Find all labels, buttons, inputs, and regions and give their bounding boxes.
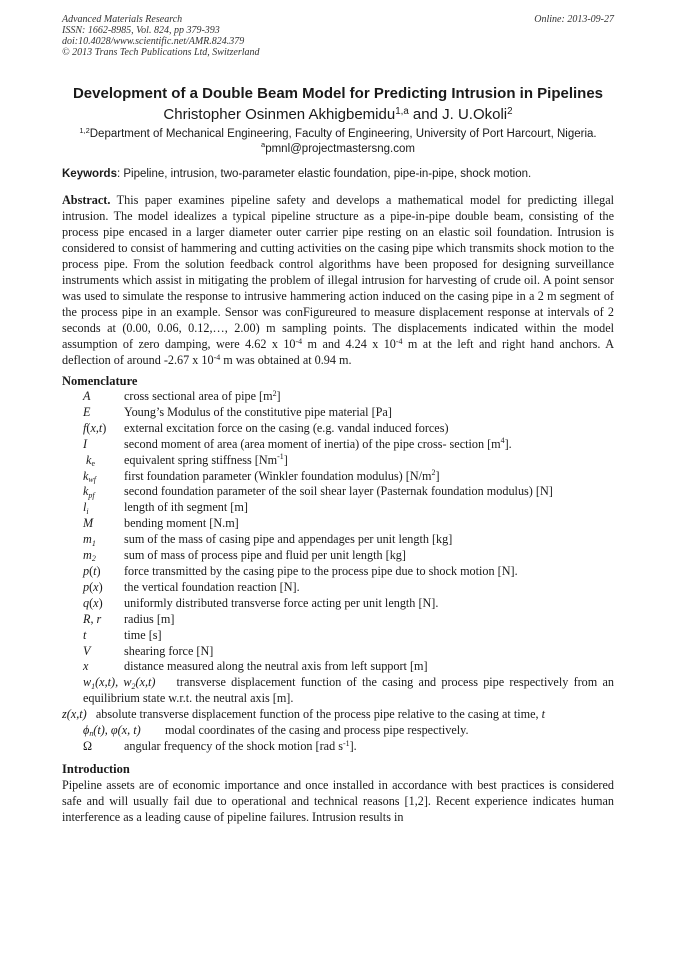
keywords-label: Keywords: [62, 168, 117, 180]
nom-row-M: [62, 516, 614, 532]
nom-symbol: Ω: [83, 738, 93, 753]
nom-def: absolute transverse displacement function of the process pipe relative to the casing at time,: [95, 707, 542, 722]
nom-def: length of ith segment [m]: [124, 500, 248, 515]
nom-def: sum of mass of process pipe and fluid per unit length [kg]: [124, 548, 406, 563]
nom-def: transverse displacement function of the casing and process pipe respectively from an equilibrium state w.r.t. the neutral axis [m].: [83, 675, 615, 706]
nom-sup: -1: [342, 738, 350, 748]
nom-row-z: [62, 707, 614, 723]
nom-row-kpf: [62, 484, 614, 500]
nom-row-V: [62, 644, 614, 660]
affiliation: [62, 127, 614, 156]
abstract: [62, 192, 614, 368]
nom-row-phi: [62, 723, 614, 739]
nom-symbol: $k_{pf}$: [83, 484, 95, 500]
author-2-sup: 2: [507, 105, 513, 117]
abstract-exp-2: -4: [395, 336, 403, 346]
nom-sup: -1: [277, 452, 284, 462]
nom-def: uniformly distributed transverse force acting per unit length [N].: [124, 595, 439, 610]
nom-def: equivalent spring stiffness [Nm: [124, 452, 278, 467]
nom-row-f: [62, 421, 614, 437]
nom-def: bending moment [N.m]: [124, 516, 239, 531]
nom-symbol: $l_i$: [83, 500, 89, 516]
nom-row-li: [62, 500, 614, 516]
abstract-text-4: m was obtained at 0.94 m.: [220, 353, 352, 367]
nom-def: sum of the mass of casing pipe and appendages per unit length [kg]: [124, 532, 453, 547]
nom-def-end: ]: [435, 468, 440, 483]
nom-symbol: f(x,t): [83, 420, 107, 435]
nom-symbol: R, r: [83, 611, 102, 626]
author-line: [62, 105, 614, 124]
nom-def: radius [m]: [124, 611, 175, 626]
nom-def: second foundation parameter of the soil shear layer (Pasternak foundation modulus) [N]: [124, 484, 553, 499]
nom-symbol: $w_1(x,t)$, $w_2(x,t)$: [83, 675, 156, 691]
nom-def: cross sectional area of pipe [m: [124, 389, 273, 403]
nom-sup: 2: [431, 468, 436, 478]
nom-def: angular frequency of the shock motion [rad s: [124, 738, 343, 753]
nom-def-var: t: [541, 707, 545, 722]
author-1-sup: 1,a: [395, 105, 409, 117]
nomenclature-list: [62, 389, 614, 755]
issn-line: ISSN: 1662-8985, Vol. 824, pp 379-393: [62, 25, 220, 36]
paper-title: Development of a Double Beam Model for Predicting Intrusion in Pipelines: [72, 85, 604, 102]
nom-row-m2: [62, 548, 614, 564]
nom-def: the vertical foundation reaction [N].: [124, 579, 300, 594]
introduction-text: Pipeline assets are of economic importance and once installed in accordance with best practices is considered safe and will usually fail due to operational and technical reasons [1,2]. Recent experience indicates human interference as a leading cause of pipeline failures. Intrusion results in: [62, 777, 614, 824]
abstract-text-3: m at the left and right hand anchors. A deflection of around -2.67 x 10: [62, 337, 614, 367]
nom-def-end: ]: [276, 389, 281, 403]
nom-row-ke: [62, 453, 614, 469]
nom-def: external excitation force on the casing (e.g. vandal induced forces): [124, 420, 449, 435]
nom-symbol: p(t): [83, 563, 101, 578]
abstract-text-2: m and 4.24 x 10: [302, 337, 396, 351]
nom-row-px: [62, 580, 614, 596]
nom-symbol: t: [83, 627, 87, 642]
nom-symbol: z(x,t): [62, 707, 87, 722]
nom-symbol: I: [83, 436, 88, 451]
nom-symbol: M: [83, 516, 94, 531]
nom-def: time [s]: [124, 627, 162, 642]
nom-symbol: $k_{wf}$: [83, 468, 96, 484]
nom-row-omega: [62, 739, 614, 755]
nom-symbol: $k_e$: [83, 452, 95, 468]
nom-sup: 2: [272, 388, 277, 398]
nom-symbol: $m_2$: [83, 548, 96, 564]
abstract-exp-3: -4: [213, 352, 221, 362]
nom-def: distance measured along the neutral axis from left support [m]: [124, 659, 428, 674]
nom-row-m1: [62, 532, 614, 548]
nom-row-kwf: [62, 469, 614, 485]
abstract-text-1: This paper examines pipeline safety and develops a mathematical model for predicting illegal intrusion. The model idealizes a typical pipeline structure as a pipe-in-pipe double beam, consisting of the process pipe encased in a larger diameter outer carrier pipe resting on an elastic soil foundation. Intrusion is considered to consist of hammering and cutting activities on the casing pipe which transmits shock motion to the process pipe. From the solution feedback control algorithms have been proposed for designing surveillance instruments which assist in mitigating the problem of illegal intrusion for harvesting of crude oil. A point sensor was used to simulate the response to intrusive hammering action induced on the casing pipe in a 2 m segment of the process pipe in an example. Sensor was conFigureured to measure displacement response at intervals of 2 seconds at (0.00, 0.06, 0.12,…, 2.00) m sampling points. The displacements indicated within the model assumption of zero damping, were 4.62 x 10: [62, 193, 614, 351]
nom-symbol: E: [83, 404, 91, 419]
copyright-line: © 2013 Trans Tech Publications Ltd, Switzerland: [62, 47, 260, 58]
nom-def: force transmitted by the casing pipe to the process pipe due to shock motion [N].: [124, 563, 518, 578]
nom-row-qx: [62, 596, 614, 612]
journal-name: Advanced Materials Research: [62, 14, 183, 25]
email-sup: a: [261, 140, 266, 150]
nom-row-Rr: [62, 612, 614, 628]
nom-row-pt: [62, 564, 614, 580]
author-1: Christopher Osinmen Akhigbemidu: [163, 106, 396, 123]
nom-symbol: A: [83, 389, 91, 403]
online-date: Online: 2013-09-27: [534, 14, 614, 25]
nom-sup: 4: [500, 436, 505, 446]
keywords-text: : Pipeline, intrusion, two-parameter elastic foundation, pipe-in-pipe, shock motion.: [116, 168, 532, 180]
nom-symbol: x: [83, 659, 89, 674]
abstract-label: Abstract.: [62, 193, 111, 207]
author-2: and J. U.Okoli: [408, 106, 508, 123]
nom-symbol: V: [83, 643, 91, 658]
nom-row-x: [62, 659, 614, 675]
affiliation-sup: 1,2: [79, 125, 90, 135]
nom-symbol: p(x): [83, 579, 103, 594]
nom-def-end: ].: [504, 436, 512, 451]
journal-header: [62, 14, 614, 58]
nom-row-I: [62, 437, 614, 453]
nom-symbol: q(x): [83, 595, 103, 610]
nom-def-end: ]: [283, 452, 288, 467]
doi-line: doi:10.4028/www.scientific.net/AMR.824.379: [62, 36, 245, 47]
nom-symbol: $m_1$: [83, 532, 96, 548]
nom-def: Young’s Modulus of the constitutive pipe material [Pa]: [124, 404, 392, 419]
nom-def: modal coordinates of the casing and process pipe respectively.: [165, 723, 469, 738]
paper-page: [62, 14, 614, 825]
nom-def-end: ].: [349, 738, 357, 753]
introduction-heading: Introduction: [62, 761, 130, 776]
nom-def: second moment of area (area moment of inertia) of the pipe cross- section [m: [124, 436, 501, 451]
nom-row-E: [62, 405, 614, 421]
nomenclature-heading: Nomenclature: [62, 374, 138, 388]
nom-def: shearing force [N]: [124, 643, 214, 658]
abstract-exp-1: -4: [295, 336, 303, 346]
nom-symbol: $\phi_n(t)$, φ(x, t): [83, 723, 141, 739]
keywords: [62, 167, 614, 181]
nom-row-w: [62, 675, 614, 707]
author-email: pmnl@projectmastersng.com: [265, 142, 415, 155]
nom-row-t: [62, 628, 614, 644]
affiliation-text: Department of Mechanical Engineering, Faculty of Engineering, University of Port Harcourt, Nigeria.: [89, 128, 597, 140]
nom-row-A: [62, 389, 614, 405]
nom-def: first foundation parameter (Winkler foundation modulus) [N/m: [124, 468, 432, 483]
